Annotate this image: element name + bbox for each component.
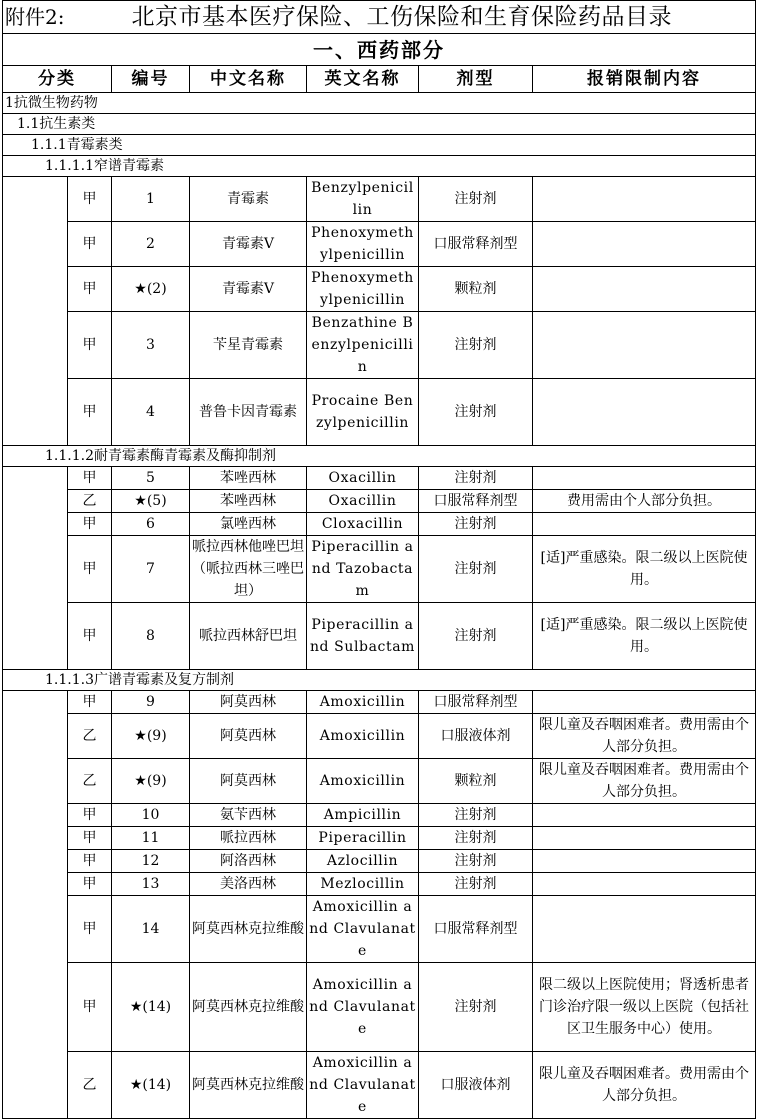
english-name-cell: Amoxicillin and Clavulanate: [307, 963, 419, 1052]
english-name-cell: Oxacillin: [307, 490, 419, 513]
chinese-name-cell: 青霉素V: [190, 267, 307, 312]
table-row: [3, 850, 756, 873]
chinese-name-cell: 青霉素: [190, 177, 307, 222]
dosage-form-cell: 颗粒剂: [419, 759, 533, 804]
chinese-name-cell: 阿莫西林克拉维酸: [190, 1052, 307, 1119]
english-name-cell: Phenoxymethylpenicillin: [307, 222, 419, 267]
blank-cell: [3, 896, 68, 963]
blank-cell: [3, 490, 68, 513]
number-cell: 13: [112, 873, 190, 896]
class-cell: 甲: [68, 827, 112, 850]
number-cell: ★(9): [112, 714, 190, 759]
chinese-name-cell: 阿莫西林克拉维酸: [190, 963, 307, 1052]
english-name-cell: Mezlocillin: [307, 873, 419, 896]
chinese-name-cell: 哌拉西林他唑巴坦（哌拉西林三唑巴坦）: [190, 536, 307, 603]
table-row: [3, 804, 756, 827]
english-name-cell: Amoxicillin: [307, 714, 419, 759]
chinese-name-cell: 青霉素V: [190, 222, 307, 267]
limit-cell: [533, 896, 756, 963]
dosage-form-cell: 注射剂: [419, 850, 533, 873]
dosage-form-cell: 口服常释剂型: [419, 896, 533, 963]
limit-cell: 限儿童及吞咽困难者。费用需由个人部分负担。: [533, 1052, 756, 1119]
limit-cell: [适]严重感染。限二级以上医院使用。: [533, 603, 756, 670]
limit-cell: [533, 379, 756, 446]
limit-cell: [533, 312, 756, 379]
table-row: [3, 827, 756, 850]
blank-cell: [3, 312, 68, 379]
blank-cell: [3, 536, 68, 603]
blank-cell: [3, 1052, 68, 1119]
english-name-cell: Azlocillin: [307, 850, 419, 873]
table-row: [3, 222, 756, 267]
dosage-form-cell: 注射剂: [419, 603, 533, 670]
english-name-cell: Benzylpenicillin: [307, 177, 419, 222]
table-row: [3, 467, 756, 490]
class-cell: 甲: [68, 536, 112, 603]
number-cell: 14: [112, 896, 190, 963]
section-row: [3, 34, 756, 66]
limit-cell: [533, 267, 756, 312]
number-cell: 4: [112, 379, 190, 446]
dosage-form-cell: 注射剂: [419, 804, 533, 827]
limit-cell: [533, 827, 756, 850]
table-row: [3, 267, 756, 312]
limit-cell: 限儿童及吞咽困难者。费用需由个人部分负担。: [533, 759, 756, 804]
english-name-cell: Benzathine Benzylpenicillin: [307, 312, 419, 379]
chinese-name-cell: 氨苄西林: [190, 804, 307, 827]
chinese-name-cell: 哌拉西林舒巴坦: [190, 603, 307, 670]
category-label: 1.1抗生素类: [3, 114, 756, 135]
number-cell: ★(14): [112, 1052, 190, 1119]
dosage-form-cell: 口服液体剂: [419, 1052, 533, 1119]
limit-cell: [适]严重感染。限二级以上医院使用。: [533, 536, 756, 603]
blank-cell: [3, 222, 68, 267]
class-cell: 乙: [68, 714, 112, 759]
class-cell: 甲: [68, 222, 112, 267]
table-row: [3, 312, 756, 379]
drug-table: [2, 0, 756, 1119]
class-cell: 甲: [68, 804, 112, 827]
blank-cell: [3, 379, 68, 446]
category-label: 1.1.1.3广谱青霉素及复方制剂: [3, 670, 756, 691]
header-english-name: 英文名称: [307, 66, 419, 93]
blank-cell: [3, 603, 68, 670]
blank-cell: [3, 177, 68, 222]
number-cell: 9: [112, 691, 190, 714]
chinese-name-cell: 苯唑西林: [190, 490, 307, 513]
english-name-cell: Amoxicillin and Clavulanate: [307, 1052, 419, 1119]
english-name-cell: Phenoxymethylpenicillin: [307, 267, 419, 312]
blank-cell: [3, 850, 68, 873]
blank-cell: [3, 759, 68, 804]
limit-cell: [533, 467, 756, 490]
class-cell: 乙: [68, 759, 112, 804]
number-cell: 2: [112, 222, 190, 267]
table-row: [3, 691, 756, 714]
class-cell: 甲: [68, 963, 112, 1052]
class-cell: 甲: [68, 603, 112, 670]
number-cell: ★(2): [112, 267, 190, 312]
header-number: 编号: [112, 66, 190, 93]
table-row: [3, 379, 756, 446]
header-chinese-name: 中文名称: [190, 66, 307, 93]
header-row: [3, 66, 756, 93]
table-row: [3, 873, 756, 896]
limit-cell: [533, 691, 756, 714]
chinese-name-cell: 苯唑西林: [190, 467, 307, 490]
dosage-form-cell: 注射剂: [419, 312, 533, 379]
chinese-name-cell: 普鲁卡因青霉素: [190, 379, 307, 446]
dosage-form-cell: 口服液体剂: [419, 714, 533, 759]
chinese-name-cell: 阿洛西林: [190, 850, 307, 873]
chinese-name-cell: 氯唑西林: [190, 513, 307, 536]
class-cell: 甲: [68, 896, 112, 963]
category-row: [3, 156, 756, 177]
class-cell: 甲: [68, 513, 112, 536]
english-name-cell: Cloxacillin: [307, 513, 419, 536]
category-row: [3, 446, 756, 467]
number-cell: ★(5): [112, 490, 190, 513]
header-dosage-form: 剂型: [419, 66, 533, 93]
category-label: 1.1.1.2耐青霉素酶青霉素及酶抑制剂: [3, 446, 756, 467]
class-cell: 甲: [68, 873, 112, 896]
number-cell: 11: [112, 827, 190, 850]
limit-cell: [533, 804, 756, 827]
blank-cell: [3, 267, 68, 312]
blank-cell: [3, 963, 68, 1052]
blank-cell: [3, 691, 68, 714]
dosage-form-cell: 注射剂: [419, 873, 533, 896]
dosage-form-cell: 颗粒剂: [419, 267, 533, 312]
dosage-form-cell: 口服常释剂型: [419, 691, 533, 714]
table-row: [3, 513, 756, 536]
table-row: [3, 603, 756, 670]
class-cell: 甲: [68, 177, 112, 222]
class-cell: 甲: [68, 379, 112, 446]
english-name-cell: Amoxicillin and Clavulanate: [307, 896, 419, 963]
chinese-name-cell: 阿莫西林克拉维酸: [190, 896, 307, 963]
dosage-form-cell: 注射剂: [419, 379, 533, 446]
number-cell: 10: [112, 804, 190, 827]
english-name-cell: Oxacillin: [307, 467, 419, 490]
class-cell: 乙: [68, 490, 112, 513]
title-row: [3, 1, 756, 34]
category-label: 1抗微生物药物: [3, 93, 756, 114]
dosage-form-cell: 注射剂: [419, 513, 533, 536]
limit-cell: 费用需由个人部分负担。: [533, 490, 756, 513]
limit-cell: [533, 873, 756, 896]
chinese-name-cell: 阿莫西林: [190, 714, 307, 759]
english-name-cell: Piperacillin: [307, 827, 419, 850]
limit-cell: [533, 222, 756, 267]
category-row: [3, 135, 756, 156]
number-cell: 12: [112, 850, 190, 873]
table-row: [3, 1052, 756, 1119]
table-row: [3, 177, 756, 222]
chinese-name-cell: 阿莫西林: [190, 691, 307, 714]
section-title: 一、西药部分: [3, 34, 756, 66]
dosage-form-cell: 注射剂: [419, 963, 533, 1052]
table-row: [3, 963, 756, 1052]
dosage-form-cell: 口服常释剂型: [419, 490, 533, 513]
blank-cell: [3, 467, 68, 490]
category-label: 1.1.1.1窄谱青霉素: [3, 156, 756, 177]
dosage-form-cell: 注射剂: [419, 467, 533, 490]
english-name-cell: Piperacillin and Tazobactam: [307, 536, 419, 603]
limit-cell: 限儿童及吞咽困难者。费用需由个人部分负担。: [533, 714, 756, 759]
blank-cell: [3, 513, 68, 536]
class-cell: 甲: [68, 312, 112, 379]
limit-cell: 限二级以上医院使用；肾透析患者门诊治疗限一级以上医院（包括社区卫生服务中心）使用。: [533, 963, 756, 1052]
dosage-form-cell: 注射剂: [419, 827, 533, 850]
blank-cell: [3, 827, 68, 850]
chinese-name-cell: 苄星青霉素: [190, 312, 307, 379]
category-row: [3, 93, 756, 114]
number-cell: 8: [112, 603, 190, 670]
number-cell: ★(9): [112, 759, 190, 804]
number-cell: 1: [112, 177, 190, 222]
attachment-label: 附件2:: [3, 1, 112, 34]
english-name-cell: Ampicillin: [307, 804, 419, 827]
blank-cell: [3, 714, 68, 759]
class-cell: 甲: [68, 691, 112, 714]
limit-cell: [533, 850, 756, 873]
table-row: [3, 896, 756, 963]
dosage-form-cell: 注射剂: [419, 177, 533, 222]
class-cell: 甲: [68, 467, 112, 490]
limit-cell: [533, 513, 756, 536]
english-name-cell: Piperacillin and Sulbactam: [307, 603, 419, 670]
chinese-name-cell: 美洛西林: [190, 873, 307, 896]
blank-cell: [3, 873, 68, 896]
number-cell: 5: [112, 467, 190, 490]
number-cell: 6: [112, 513, 190, 536]
header-category: 分类: [3, 66, 112, 93]
category-row: [3, 670, 756, 691]
table-row: [3, 536, 756, 603]
header-reimbursement-limit: 报销限制内容: [533, 66, 756, 93]
class-cell: 甲: [68, 850, 112, 873]
document-title: 北京市基本医疗保险、工伤保险和生育保险药品目录: [112, 1, 756, 34]
number-cell: 3: [112, 312, 190, 379]
number-cell: 7: [112, 536, 190, 603]
dosage-form-cell: 口服常释剂型: [419, 222, 533, 267]
dosage-form-cell: 注射剂: [419, 536, 533, 603]
chinese-name-cell: 哌拉西林: [190, 827, 307, 850]
english-name-cell: Amoxicillin: [307, 691, 419, 714]
table-row: [3, 759, 756, 804]
class-cell: 乙: [68, 1052, 112, 1119]
table-row: [3, 714, 756, 759]
category-label: 1.1.1青霉素类: [3, 135, 756, 156]
chinese-name-cell: 阿莫西林: [190, 759, 307, 804]
class-cell: 甲: [68, 267, 112, 312]
number-cell: ★(14): [112, 963, 190, 1052]
english-name-cell: Procaine Benzylpenicillin: [307, 379, 419, 446]
blank-cell: [3, 804, 68, 827]
limit-cell: [533, 177, 756, 222]
table-row: [3, 490, 756, 513]
category-row: [3, 114, 756, 135]
english-name-cell: Amoxicillin: [307, 759, 419, 804]
